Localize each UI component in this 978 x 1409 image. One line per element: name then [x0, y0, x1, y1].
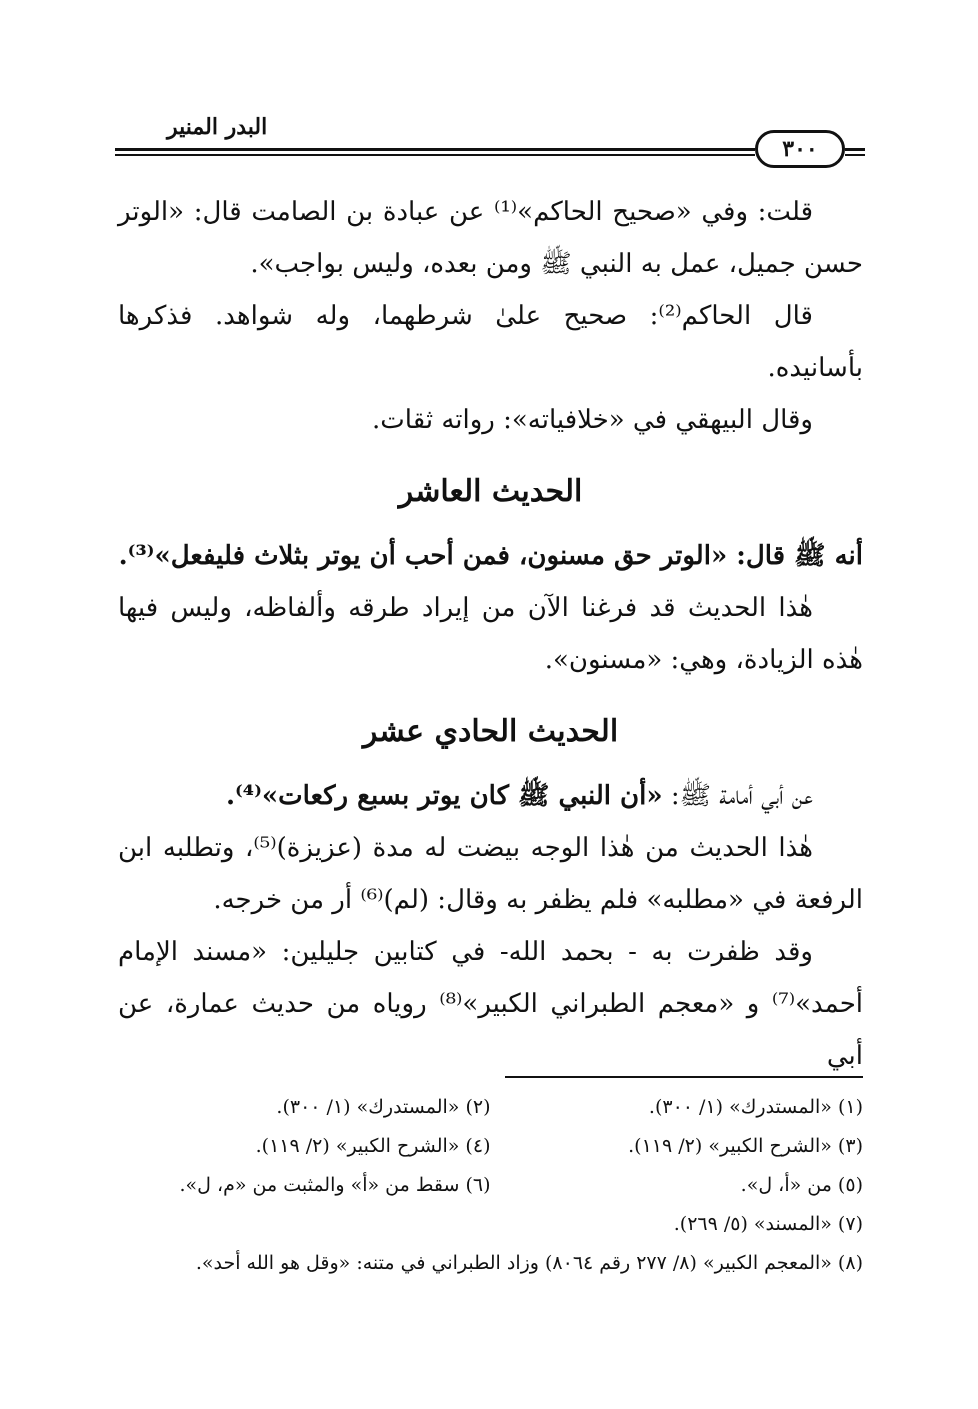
- paragraph: هٰذا الحديث من هٰذا الوجه بيضت له مدة (عزيزة)⁽⁵⁾، وتطلبه ابن الرفعة في «مطلبه» فلم يظفر به وقال: (لم)⁽⁶⁾ أر من خرجه.: [118, 833, 863, 915]
- hadith-text: أنه ﷺ قال: «الوتر حق مسنون، فمن أحب أن يوتر بثلاث فليفعل»⁽³⁾.: [118, 541, 863, 571]
- footnote-row: [118, 1088, 863, 1127]
- footnote: (٦) سقط من «أ» والمثبت من «م، ل».: [179, 1174, 491, 1196]
- footnote: (٧) «المسند» (٥/ ٢٦٩).: [673, 1213, 863, 1235]
- section-heading: الحديث العاشر: [398, 474, 583, 509]
- paragraph: قال الحاكم⁽²⁾: صحيح علىٰ شرطهما، وله شواهد. فذكرها بأسانيده.: [118, 301, 863, 383]
- page-number: ٣٠٠: [755, 130, 845, 168]
- paragraph: وقد ظفرت به - بحمد الله- في كتابين جليلين: «مسند الإمام أحمد»⁽⁷⁾ و «معجم الطبراني الكبير»⁽⁸⁾ روياه من حديث عمارة، عن أبي: [118, 937, 863, 1071]
- hadith-text: «أن النبي ﷺ كان يوتر بسبع ركعات»⁽⁴⁾.: [226, 781, 663, 811]
- header-rule: [115, 154, 755, 156]
- footnote: (٥) من «أ، ل».: [740, 1174, 863, 1196]
- section-heading: الحديث الحادي عشر: [362, 714, 619, 749]
- paragraph: قلت: وفي «صحيح الحاكم»⁽¹⁾ عن عبادة بن الصامت قال: «الوتر حسن جميل، عمل به النبي ﷺ ومن بعده، وليس بواجب».: [118, 197, 863, 279]
- footnote: (٣) «الشرح الكبير» (٢/ ١١٩).: [628, 1135, 863, 1157]
- footnote: (٤) «الشرح الكبير» (٢/ ١١٩).: [255, 1135, 491, 1157]
- footnotes: [118, 1088, 863, 1283]
- paragraph: وقال البيهقي في «خلافياته»: رواته ثقات.: [372, 405, 813, 435]
- footnote: (٨) «المعجم الكبير» (٨/ ٢٧٧ رقم ٨٠٦٤) وزاد الطبراني في متنه: «وقل هو الله أحد».: [195, 1252, 863, 1274]
- header-rule: [845, 148, 865, 151]
- header-rule: [845, 154, 865, 156]
- footnote-separator: [505, 1076, 863, 1078]
- paragraph: هٰذا الحديث قد فرغنا الآن من إيراد طرقه وألفاظه، وليس فيها هٰذه الزيادة، وهي: «مسنون».: [118, 593, 863, 675]
- footnote-row: [118, 1166, 863, 1205]
- header-rule: [115, 148, 755, 151]
- footnote-row: [118, 1205, 863, 1244]
- footnote: (٢) «المستدرك» (١/ ٣٠٠).: [276, 1096, 491, 1118]
- running-title: البدر المنير: [167, 114, 268, 140]
- main-text: [118, 186, 863, 1082]
- footnote-row: [118, 1127, 863, 1166]
- footnote: (١) «المستدرك» (١/ ٣٠٠).: [648, 1096, 863, 1118]
- paragraph: [118, 770, 863, 822]
- narrator: عن أبي أمامة ﷺ:: [662, 781, 813, 811]
- page-header: [115, 112, 865, 162]
